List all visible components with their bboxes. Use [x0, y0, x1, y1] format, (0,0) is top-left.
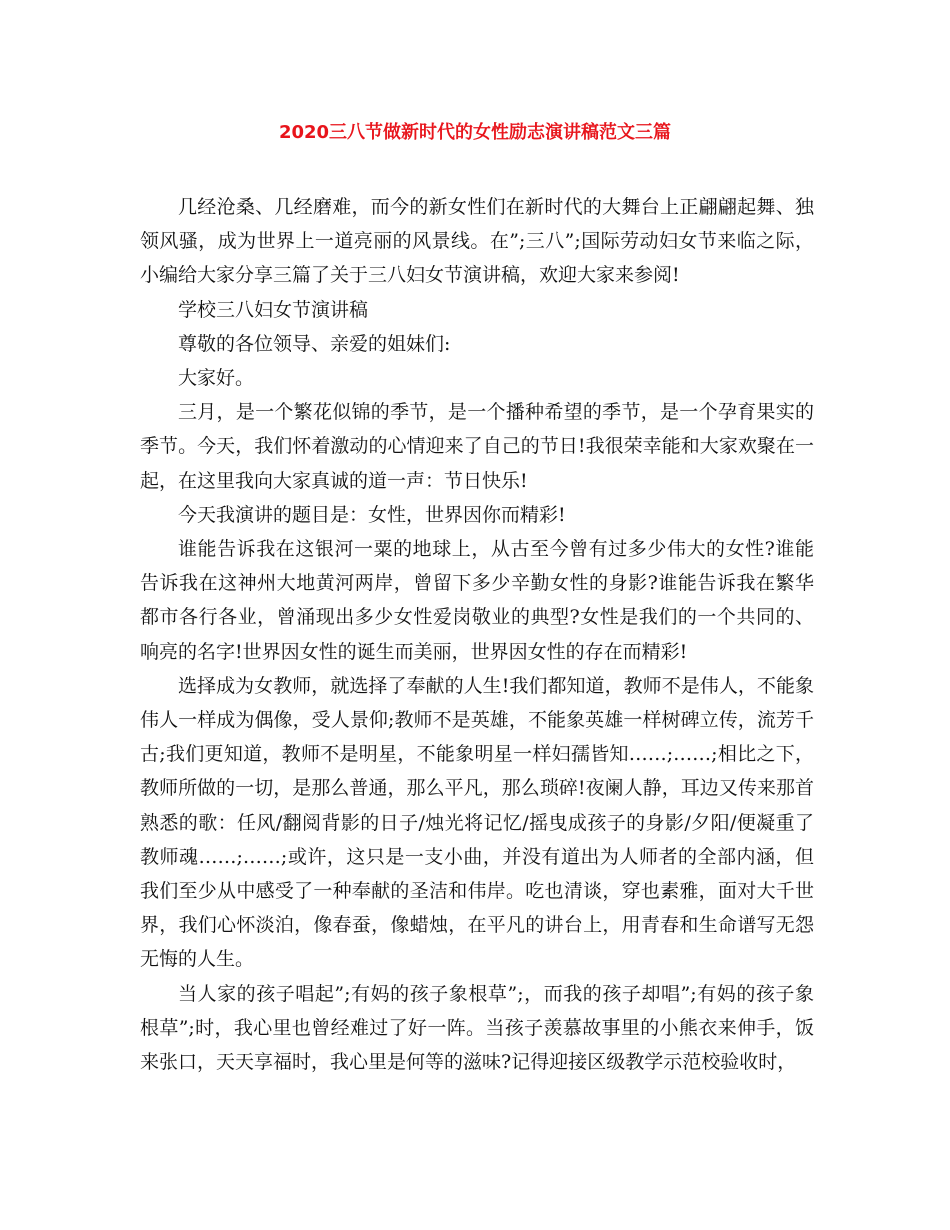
paragraph-topic: 今天我演讲的题目是：女性，世界因你而精彩! [178, 503, 566, 526]
document-title: 2020三八节做新时代的女性励志演讲稿范文三篇 [278, 122, 672, 143]
paragraph-children: 当人家的孩子唱起”;有妈的孩子象根草”;，而我的孩子却唱”;有妈的孩子象根草”;时，我心里也曾经难过了好一阵。当孩子羡慕故事里的小熊衣来伸手，饭来张口，天天享福时，我心里是何等的滋味?记得迎接区级教学示范校验收时， [140, 982, 814, 1074]
paragraph-section-heading: 学校三八妇女节演讲稿 [178, 298, 369, 321]
document-body [140, 190, 814, 1079]
paragraph-teacher: 选择成为女教师，就选择了奉献的人生!我们都知道，教师不是伟人，不能象伟人一样成为偶像，受人景仰;教师不是英雄，不能象英雄一样树碑立传，流芳千古;我们更知道，教师不是明星，不能象明星一样妇孺皆知……;……;相比之下，教师所做的一切，是那么普通，那么平凡，那么琐碎!夜阑人静，耳边又传来那首熟悉的歌：任风/翻阅背影的日子/烛光将记忆/摇曳成孩子的身影/夕阳/便凝重了教师魂……;……;或许，这只是一支小曲，并没有道出为人师者的全部内涵，但我们至少从中感受了一种奉献的圣洁和伟岸。吃也清谈，穿也素雅，面对大千世界，我们心怀淡泊，像春蚕，像蜡烛，在平凡的讲台上，用青春和生命谱写无怨无悔的人生。 [140, 674, 814, 971]
paragraph-women: 谁能告诉我在这银河一粟的地球上，从古至今曾有过多少伟大的女性?谁能告诉我在这神州大地黄河两岸，曾留下多少辛勤女性的身影?谁能告诉我在繁华都市各行各业，曾涌现出多少女性爱岗敬业的典型?女性是我们的一个共同的、响亮的名字!世界因女性的诞生而美丽，世界因女性的存在而精彩! [140, 538, 814, 663]
paragraph-march: 三月，是一个繁花似锦的季节，是一个播种希望的季节，是一个孕育果实的季节。今天，我们怀着激动的心情迎来了自己的节日!我很荣幸能和大家欢聚在一起，在这里我向大家真诚的道一声：节日快乐! [140, 401, 814, 492]
paragraph-greeting: 大家好。 [178, 367, 255, 390]
paragraph-intro: 几经沧桑、几经磨难，而今的新女性们在新时代的大舞台上正翩翩起舞、独领风骚，成为世界上一道亮丽的风景线。在”;三八”;国际劳动妇女节来临之际，小编给大家分享三篇了关于三八妇女节演讲稿，欢迎大家来参阅! [140, 196, 814, 287]
paragraph-salutation: 尊敬的各位领导、亲爱的姐妹们: [178, 332, 451, 355]
